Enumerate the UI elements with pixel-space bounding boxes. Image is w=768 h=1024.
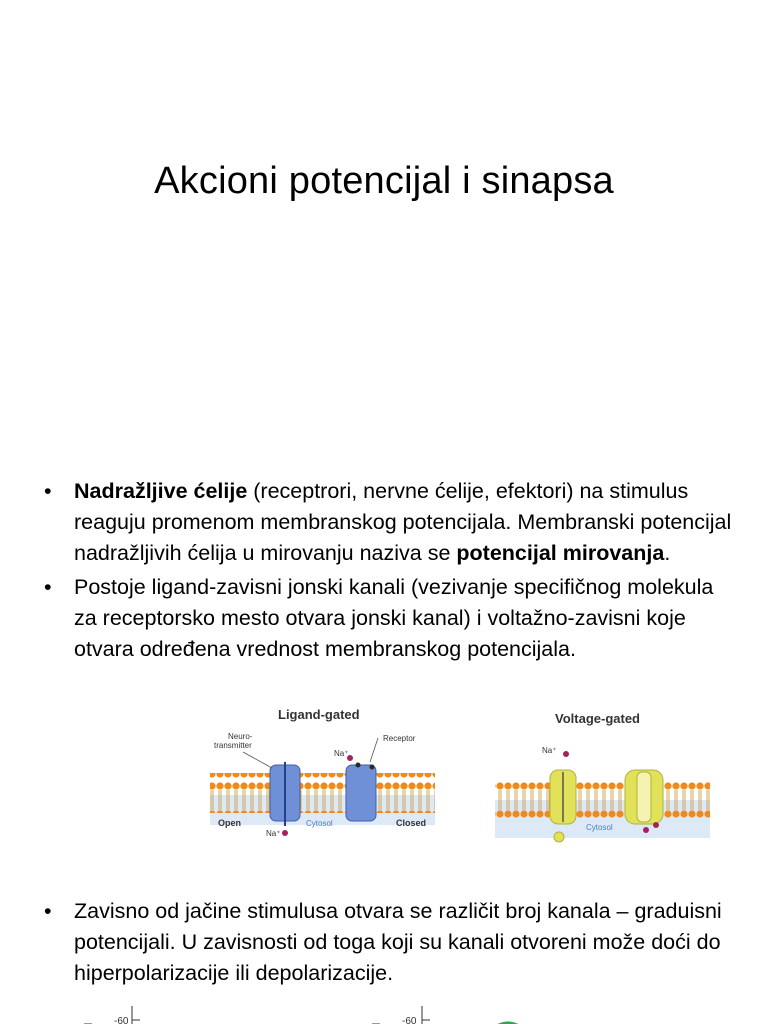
membrane-left: [210, 773, 435, 813]
tick-label-right: -60: [402, 1016, 417, 1024]
label-open: Open: [218, 818, 242, 828]
bullet-text: Postoje ligand-zavisni jonski kanali (vezivanje specifičnog molekula za receptorsko mesto otvara jonski kanal) i voltažno-zavisni koje otvara određena vrednost membranskog potencijala.: [74, 575, 714, 661]
potential-graphs-cropped: [0, 1004, 768, 1024]
ligand-gated-title: Ligand-gated: [278, 707, 360, 722]
bullet-dot: •: [44, 479, 52, 503]
sodium-ion: [563, 751, 569, 757]
bullet-dot: •: [44, 899, 52, 923]
label-neurotransmitter-2: transmitter: [214, 741, 252, 750]
label-neurotransmitter-1: Neuro-: [228, 732, 253, 741]
label-closed: Closed: [396, 818, 427, 828]
sodium-ion: [282, 830, 288, 836]
bullet-excitable-cells: [44, 476, 734, 569]
term-resting-potential: potencijal mirovanja: [456, 541, 665, 565]
bullet-text: Zavisno od jačine stimulusa otvara se različit broj kanala – graduisni potencijali. U zavisnosti od toga koji su kanali otvoreni može doći do hiperpolarizacije ili depolarizacije.: [74, 899, 722, 985]
membrane-right: [495, 778, 710, 818]
slide-title: Akcioni potencijal i sinapsa: [154, 160, 614, 202]
label-na-top-left: Na⁺: [334, 749, 349, 758]
ligand-channel-closed: [346, 765, 376, 821]
bullet-graded-potentials: [44, 896, 734, 989]
tick-label-left: -60: [114, 1016, 129, 1024]
label-na-bottom-left: Na⁺: [266, 829, 281, 838]
voltage-gated-title: Voltage-gated: [555, 711, 640, 726]
bullet-text-end: .: [664, 541, 671, 565]
bullet-list-top: [44, 476, 734, 665]
label-na-top-right: Na⁺: [542, 746, 557, 755]
inactivation-gate: [554, 832, 564, 842]
callout-line: [370, 738, 378, 762]
neurotransmitter-molecule: [356, 763, 361, 768]
callout-line: [243, 752, 272, 768]
bullet-list-bottom: [44, 896, 734, 989]
bullet-dot: •: [44, 575, 52, 599]
potential-graphs: [0, 1004, 768, 1024]
label-cytosol-right: Cytosol: [586, 823, 613, 832]
neurotransmitter-molecule: [370, 765, 375, 770]
label-receptor: Receptor: [383, 734, 416, 743]
sodium-ion: [653, 822, 659, 828]
sodium-ion: [643, 827, 649, 833]
bullet-text: (receptrori, nervne ćelije, efektori) na stimulus reaguju promenom membranskog potencijala. Membranski potencijal nadražljivih ćelija u mirovanju naziva se: [74, 479, 732, 565]
term-excitable-cells: Nadražljive ćelije: [74, 479, 248, 503]
bullet-ion-channels: [44, 572, 734, 665]
label-cytosol-left: Cytosol: [306, 819, 333, 828]
ion-channel-diagram: [200, 700, 720, 860]
ion-channel-figure: [200, 700, 720, 860]
voltage-channel-core: [637, 772, 651, 822]
